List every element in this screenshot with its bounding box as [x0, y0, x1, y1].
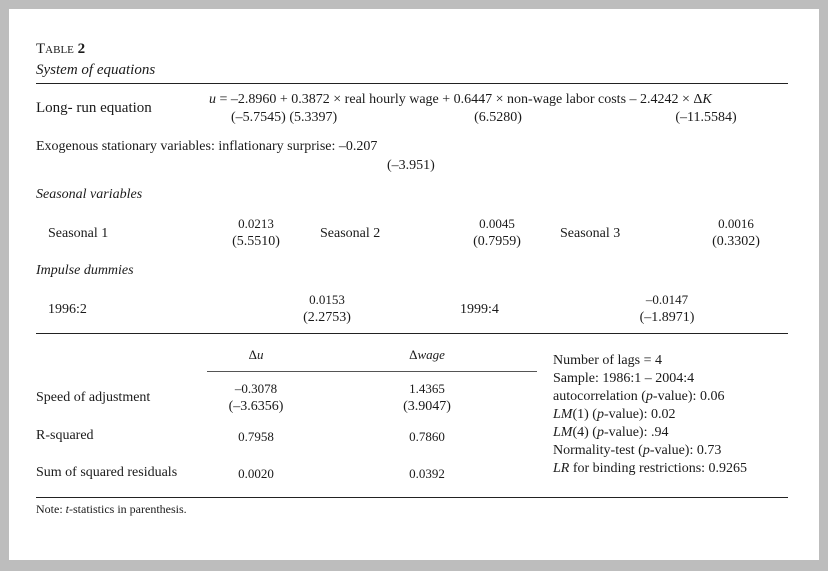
diag-lm4: [553, 426, 668, 440]
impulse-2-tstat: (–1.8971): [639, 310, 695, 325]
diag-lm1-p: p: [596, 407, 604, 422]
col-header-du-var: u: [256, 347, 264, 362]
col-header-du-delta: Δ: [248, 347, 257, 362]
diag-autocorr-p: p: [645, 389, 653, 404]
col-header-dwage-var: wage: [417, 347, 445, 362]
top-rule: [36, 83, 788, 84]
diag-lm1-c: -value): 0.02: [603, 407, 676, 422]
long-run-label: Long- run equation: [36, 100, 152, 116]
diag-lr-b: for binding restrictions: 0.9265: [569, 461, 748, 476]
ssr-wage-value: 0.0392: [409, 466, 445, 481]
seasonal-3-label: Seasonal 3: [560, 226, 621, 241]
seasonal-2-tstat: (0.7959): [473, 234, 521, 249]
impulse-heading: Impulse dummies: [36, 263, 134, 278]
note-rest: -statistics in parenthesis.: [69, 502, 187, 516]
diag-lags: Number of lags = 4: [553, 353, 662, 368]
column-header-rule: [207, 371, 537, 372]
seasonal-heading: Seasonal variables: [36, 187, 143, 202]
long-run-tstat-2: (6.5280): [474, 110, 522, 125]
exogenous-tstat: (–3.951): [387, 158, 435, 173]
speed-wage-tstat: (3.9047): [403, 399, 451, 414]
ssr-u-value: 0.0020: [238, 466, 274, 481]
table-label: [36, 42, 85, 57]
diag-lm4-a: LM: [553, 425, 573, 440]
diag-lm1-a: LM: [553, 407, 573, 422]
diag-norm-p: p: [642, 443, 650, 458]
diag-autocorr-b: -value): 0.06: [652, 389, 725, 404]
col-header-du: [249, 348, 264, 361]
col-header-dwage-delta: Δ: [409, 347, 418, 362]
bottom-rule: [36, 497, 788, 498]
diag-autocorr-a: autocorrelation (: [553, 389, 646, 404]
equation-body: = –2.8960 + 0.3872 × real hourly wage + 0.6447 × non-wage labor costs – 2.4242 × Δ: [216, 92, 703, 107]
diag-lm4-c: -value): .94: [603, 425, 669, 440]
table-note: [36, 503, 187, 515]
diag-lr: [553, 462, 747, 476]
long-run-equation: [209, 93, 712, 107]
diag-lm4-p: p: [596, 425, 604, 440]
seasonal-1-tstat: (5.5510): [232, 234, 280, 249]
speed-u-tstat: (–3.6356): [228, 399, 284, 414]
diag-norm-a: Normality-test (: [553, 443, 643, 458]
col-header-dwage: [409, 348, 445, 361]
middle-rule: [36, 333, 788, 334]
diag-lr-a: LR: [553, 461, 570, 476]
diag-autocorr: [553, 390, 724, 404]
diag-normality: [553, 444, 721, 458]
speed-u-value: –0.3078: [234, 381, 278, 396]
diag-lm4-b: (4) (: [572, 425, 597, 440]
diag-norm-b: -value): 0.73: [649, 443, 722, 458]
exogenous-label: Exogenous stationary variables: inflationary surprise: –0.207: [36, 139, 378, 154]
long-run-tstat-1: (–5.7545) (5.3397): [231, 110, 338, 125]
long-run-tstat-3: (–11.5584): [675, 110, 737, 125]
seasonal-3-value: 0.0016: [718, 216, 754, 231]
impulse-2-label: 1999:4: [460, 302, 499, 317]
note-prefix: Note:: [36, 502, 66, 516]
rsq-wage-value: 0.7860: [409, 429, 445, 444]
impulse-1-value: 0.0153: [309, 292, 345, 307]
equation-u: u: [209, 92, 216, 107]
table-word: Table: [36, 41, 74, 57]
seasonal-2-label: Seasonal 2: [320, 226, 381, 241]
equation-k: K: [702, 92, 712, 107]
seasonal-2-value: 0.0045: [479, 216, 515, 231]
speed-wage-value: 1.4365: [409, 381, 445, 396]
seasonal-3-tstat: (0.3302): [712, 234, 760, 249]
speed-label: Speed of adjustment: [36, 390, 151, 405]
impulse-1-tstat: (2.2753): [303, 310, 351, 325]
seasonal-1-label: Seasonal 1: [48, 226, 109, 241]
rsq-u-value: 0.7958: [238, 429, 274, 444]
ssr-label: Sum of squared residuals: [36, 465, 178, 480]
diag-lm1-b: (1) (: [572, 407, 597, 422]
diag-sample: Sample: 1986:1 – 2004:4: [553, 371, 695, 386]
table-number: 2: [77, 41, 86, 57]
table-page: [9, 9, 819, 560]
note-t: t: [65, 502, 70, 516]
diag-lm1: [553, 408, 675, 422]
seasonal-1-value: 0.0213: [238, 216, 274, 231]
table-subtitle: System of equations: [36, 62, 156, 78]
impulse-1-label: 1996:2: [48, 302, 87, 317]
rsq-label: R-squared: [36, 428, 94, 443]
impulse-2-value: –0.0147: [645, 292, 689, 307]
